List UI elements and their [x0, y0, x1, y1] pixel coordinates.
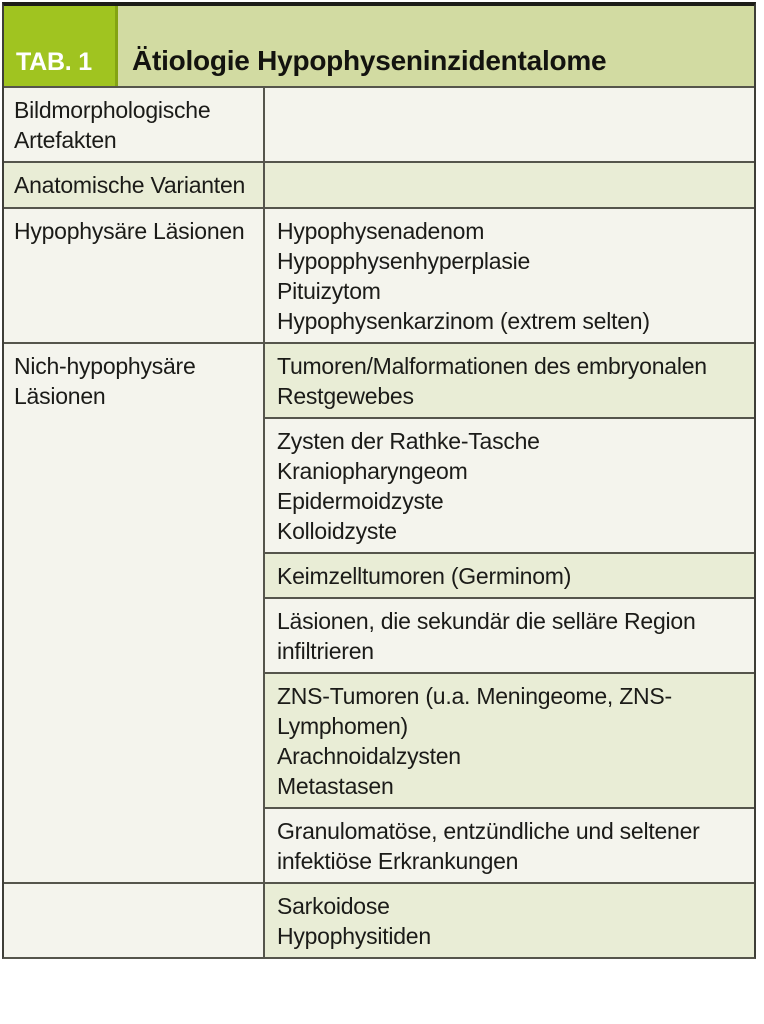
list-item: Hypophysitiden — [277, 923, 431, 949]
cell-empty — [4, 884, 265, 957]
table-number-badge — [4, 6, 118, 86]
cell-hypophysaere-items — [265, 209, 754, 342]
row-label-bildmorphologische-artefakten — [4, 88, 265, 161]
cell-empty — [265, 163, 754, 207]
list-item: Arachnoidalzysten — [277, 743, 461, 769]
list-item: Hypopphysenhyperplasie — [277, 248, 530, 274]
list-item: Kolloidzyste — [277, 518, 397, 544]
list-item: Granulomatöse, entzündliche und seltener infektiöse Erkrankungen — [277, 818, 700, 874]
subrow-granulomatoese — [265, 807, 754, 882]
subrow-stack — [265, 344, 754, 882]
table-row — [4, 86, 754, 161]
list-item: ZNS-Tumoren (u.a. Meningeome, ZNS-Lymphomen) — [277, 683, 672, 739]
table-row — [4, 882, 754, 957]
row-label-hypophysaere-laesionen — [4, 209, 265, 342]
subrow-zns-tumoren — [265, 672, 754, 807]
list-item: Epidermoidzyste — [277, 488, 444, 514]
list-item: Hypophysenkarzinom (extrem selten) — [277, 308, 650, 334]
list-item: Sarkoidose — [277, 893, 390, 919]
subrow-tumoren-malformationen — [265, 344, 754, 417]
subrow-sekundaere-laesionen — [265, 597, 754, 672]
cell-empty — [265, 88, 754, 161]
table-number-label: TAB. 1 — [16, 48, 92, 76]
table-row — [4, 207, 754, 342]
list-item: Keimzelltumoren (Germinom) — [277, 563, 572, 589]
list-item: Tumoren/Malformationen des embryonalen Restgewebes — [277, 353, 707, 409]
row-label-text: Bildmorphologische Artefakten — [14, 97, 211, 153]
row-label-anatomische-varianten — [4, 163, 265, 207]
list-item: Hypophysenadenom — [277, 218, 485, 244]
table-row — [4, 161, 754, 207]
subrow-zysten — [265, 417, 754, 552]
etiology-table — [2, 2, 756, 959]
table-header — [4, 6, 754, 86]
list-item: Läsionen, die sekundär die selläre Region infiltrieren — [277, 608, 696, 664]
table-title: Ätiologie Hypophyseninzidentalome — [132, 45, 607, 76]
row-label-text: Hypophysäre Läsionen — [14, 218, 245, 244]
list-item: Pituizytom — [277, 278, 381, 304]
row-label-nich-hypophysaere-laesionen — [4, 344, 265, 882]
list-item: Zysten der Rathke-Tasche — [277, 428, 540, 454]
table-row-group — [4, 342, 754, 882]
row-label-text: Anatomische Varianten — [14, 172, 246, 198]
row-label-text: Nich-hypophysäre Läsionen — [14, 353, 196, 409]
list-item: Kraniopharyngeom — [277, 458, 468, 484]
cell-sarkoidose-items — [265, 884, 754, 957]
list-item: Metastasen — [277, 773, 394, 799]
subrow-keimzelltumoren — [265, 552, 754, 597]
